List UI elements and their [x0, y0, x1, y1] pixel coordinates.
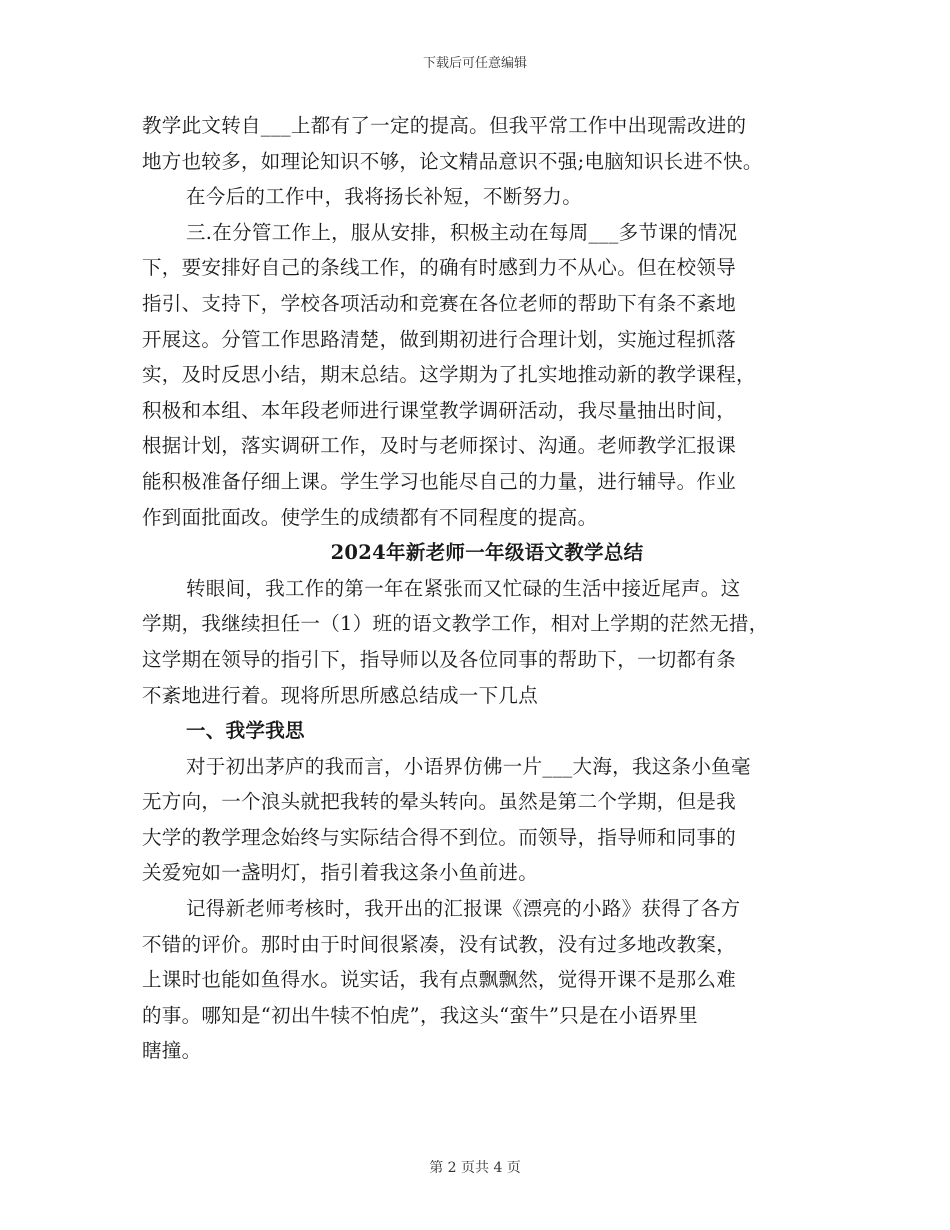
text-line: 教学此文转自___上都有了一定的提高。但我平常工作中出现需改进的: [142, 114, 747, 137]
text-line: 能积极准备仔细上课。学生学习也能尽自己的力量，进行辅导。作业: [142, 469, 737, 493]
text-line: 不紊地进行着。现将所思所感总结成一下几点: [142, 683, 539, 707]
document-body: [142, 108, 832, 1069]
text-line: 指引、支持下，学校各项活动和竞赛在各位老师的帮助下有条不紊地: [142, 291, 737, 315]
text-line: 对于初出茅庐的我而言，小语界仿佛一片___大海，我这条小鱼毫: [186, 754, 751, 778]
text-line: 不错的评价。那时由于时间很紧凑，没有试教，没有过多地改教案，: [142, 932, 737, 956]
text-line: 在今后的工作中，我将扬长补短，不断努力。: [186, 185, 583, 209]
text-line: 积极和本组、本年段老师进行课堂教学调研活动，我尽量抽出时间，: [142, 398, 737, 422]
text-line: 开展这。分管工作思路清楚，做到期初进行合理计划，实施过程抓落: [142, 327, 737, 351]
page-footer: [0, 1157, 950, 1177]
section-title: 2024年新老师一年级语文教学总结: [330, 541, 644, 565]
page-indicator: 第 2 页共 4 页: [429, 1160, 521, 1176]
text-line: 大学的教学理念始终与实际结合得不到位。而领导，指导师和同事的: [142, 825, 737, 849]
text-line: 的事。哪知是“初出牛犊不怕虎”，我这头“蛮牛”只是在小语界里: [142, 1003, 698, 1027]
text-line: 实，及时反思小结，期末总结。这学期为了扎实地推动新的教学课程，: [142, 363, 756, 387]
text-line: 上课时也能如鱼得水。说实话，我有点飘飘然，觉得开课不是那么难: [142, 968, 737, 992]
text-line: 地方也较多，如理论知识不够，论文精品意识不强;电脑知识长进不快。: [142, 149, 763, 173]
text-line: 学期，我继续担任一（1）班的语文教学工作，相对上学期的茫然无措，: [142, 612, 769, 636]
text-line: 下，要安排好自己的条线工作，的确有时感到力不从心。但在校领导: [142, 256, 737, 280]
text-line: 作到面批面改。使学生的成绩都有不同程度的提高。: [142, 505, 598, 529]
text-line: 瞎撞。: [142, 1039, 202, 1063]
page-header: [0, 52, 950, 71]
text-line: 无方向，一个浪头就把我转的晕头转向。虽然是第二个学期，但是我: [142, 790, 737, 814]
text-line: 记得新老师考核时，我开出的汇报课《漂亮的小路》获得了各方: [186, 897, 741, 921]
header-note: 下载后可任意编辑: [422, 56, 527, 71]
subsection-heading: 一、我学我思: [186, 719, 305, 743]
text-line: 根据计划，落实调研工作，及时与老师探讨、沟通。老师教学汇报课: [142, 434, 737, 458]
text-line: 转眼间，我工作的第一年在紧张而又忙碌的生活中接近尾声。这: [186, 576, 741, 600]
text-line: 这学期在领导的指引下，指导师以及各位同事的帮助下，一切都有条: [142, 647, 737, 671]
text-line: 三.在分管工作上，服从安排，积极主动在每周___多节课的情况: [186, 220, 738, 244]
text-line: 关爱宛如一盏明灯，指引着我这条小鱼前进。: [142, 861, 539, 885]
